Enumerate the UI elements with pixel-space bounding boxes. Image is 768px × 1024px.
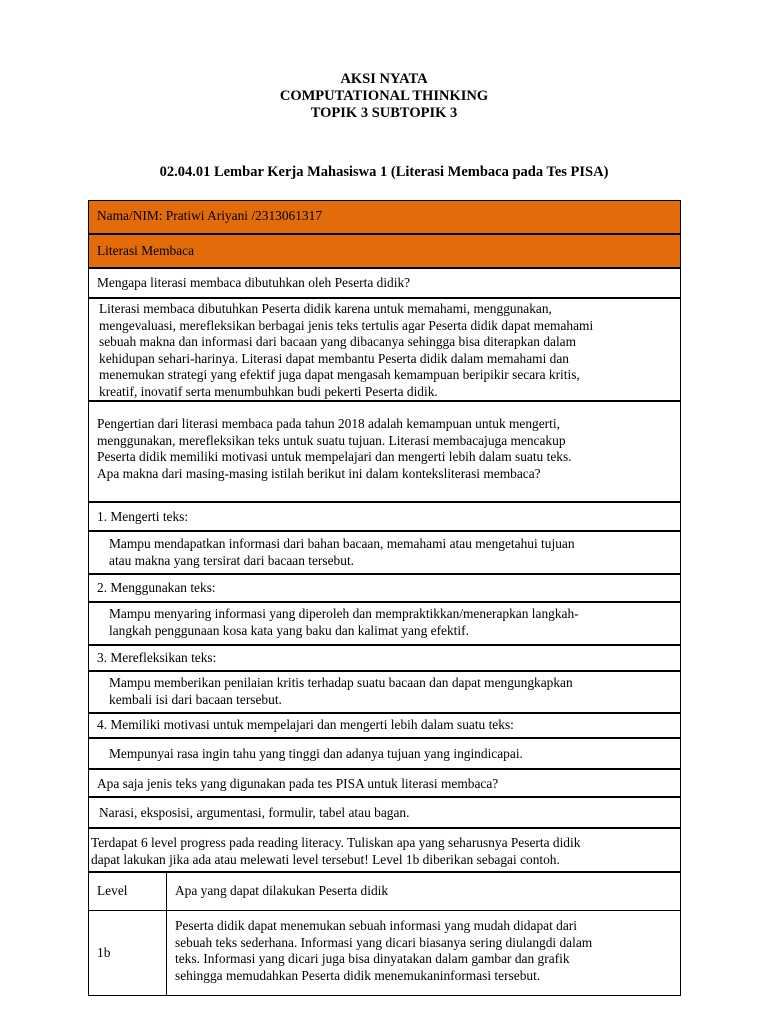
term-1-label: 1. Mengerti teks: — [97, 509, 189, 524]
term-3-answer — [109, 675, 674, 708]
question-2-row — [88, 769, 681, 797]
header-line-2: COMPUTATIONAL THINKING — [279, 88, 489, 104]
term-4-answer: Mempunyai rasa ingin tahu yang tinggi dan adanya tujuan yang ingindicapai. — [109, 746, 523, 761]
definition-line: Apa makna dari masing-masing istilah berikut ini dalam konteksliterasi membaca? — [97, 465, 541, 481]
section-title-text: Literasi Membaca — [97, 243, 195, 258]
term-1-label-row — [88, 502, 681, 531]
level-table — [88, 872, 681, 996]
definition-text — [97, 416, 674, 482]
question-1-text: Mengapa literasi membaca dibutuhkan oleh Peserta didik? — [97, 275, 411, 290]
term-3-answer-line: Mampu memberikan penilaian kritis terhadap suatu bacaan dan dapat mengungkapkan — [109, 675, 573, 690]
answer-1-line: Literasi membaca dibutuhkan Peserta didik karena untuk memahami, menggunakan, — [99, 301, 552, 316]
term-3-label-row — [88, 645, 681, 671]
term-2-answer-line: Mampu menyaring informasi yang diperoleh dan mempraktikkan/menerapkan langkah- — [109, 606, 579, 621]
level-description-line: Peserta didik dapat menemukan sebuah informasi yang mudah didapat dari — [175, 918, 577, 933]
document-header — [0, 71, 768, 122]
term-2-answer — [109, 606, 674, 639]
answer-1-line: sebuah makna dan informasi dari bacaan yang dibacanya sehingga bisa diterapkan dalam — [99, 334, 577, 349]
term-2-answer-row — [88, 602, 681, 645]
level-intro-line: Terdapat 6 level progress pada reading literacy. Tuliskan apa yang seharusnya Peserta didik — [91, 835, 581, 850]
answer-2-text: Narasi, eksposisi, argumentasi, formulir, tabel atau bagan. — [99, 805, 410, 820]
answer-1-line: kehidupan sehari-harinya. Literasi dapat membantu Peserta didik dalam memahami dan — [99, 350, 569, 366]
question-1-row — [88, 268, 681, 298]
term-3-answer-row — [88, 671, 681, 713]
term-3-label: 3. Merefleksikan teks: — [97, 650, 217, 665]
term-1-answer-row — [88, 531, 681, 574]
name-text: Nama/NIM: Pratiwi Ariyani /2313061317 — [97, 208, 323, 223]
level-intro-text — [91, 835, 674, 868]
term-2-answer-line: langkah penggunaan kosa kata yang baku dan kalimat yang efektif. — [109, 622, 469, 638]
level-intro-line: dapat lakukan jika ada atau melewati level tersebut! Level 1b diberikan sebagai contoh. — [91, 851, 560, 867]
level-column-header: Level — [97, 883, 128, 898]
level-cell: 1b — [97, 945, 111, 960]
term-2-label: 2. Menggunakan teks: — [97, 580, 216, 595]
answer-1-line: mengevaluasi, merefleksikan berbagai jenis teks tertulis agar Peserta didik dapat memahami — [99, 317, 594, 333]
level-description-line: sebuah teks sederhana. Informasi yang dicari biasanya sering diulangdi dalam — [175, 934, 593, 950]
level-description-line: teks. Informasi yang dicari juga bisa dinyatakan dalam gambar dan grafik — [175, 951, 570, 966]
term-2-label-row — [88, 574, 681, 602]
name-row — [88, 200, 681, 234]
term-3-answer-line: kembali isi dari bacaan tersebut. — [109, 691, 282, 707]
term-4-answer-row — [88, 738, 681, 769]
level-intro-row — [88, 828, 681, 872]
definition-line: menggunakan, merefleksikan teks untuk suatu tujuan. Literasi membacajuga mencakup — [97, 432, 566, 448]
term-1-answer — [109, 536, 674, 569]
level-description-line: sehingga memudahkan Peserta didik menemukaninformasi tersebut. — [175, 967, 541, 983]
answer-2-row — [88, 797, 681, 828]
worksheet-title: 02.04.01 Lembar Kerja Mahasiswa 1 (Literasi Membaca pada Tes PISA) — [159, 164, 609, 180]
answer-1-row — [88, 298, 681, 401]
term-1-answer-line: atau makna yang tersirat dari bacaan tersebut. — [109, 552, 355, 568]
description-column-header: Apa yang dapat dilakukan Peserta didik — [175, 883, 389, 898]
question-2-text: Apa saja jenis teks yang digunakan pada tes PISA untuk literasi membaca? — [97, 776, 499, 791]
header-line-1: AKSI NYATA — [340, 71, 428, 87]
answer-1-line: kreatif, inovatif serta menumbuhkan budi pekerti Peserta didik. — [99, 383, 438, 399]
term-4-label-row — [88, 713, 681, 738]
definition-line: Pengertian dari literasi membaca pada tahun 2018 adalah kemampuan untuk mengerti, — [97, 416, 560, 431]
term-4-label: 4. Memiliki motivasi untuk mempelajari dan mengerti lebih dalam suatu teks: — [97, 717, 514, 732]
definition-row — [88, 401, 681, 502]
term-1-answer-line: Mampu mendapatkan informasi dari bahan bacaan, memahami atau mengetahui tujuan — [109, 536, 575, 551]
header-line-3: TOPIK 3 SUBTOPIK 3 — [310, 105, 458, 121]
level-description-cell — [175, 918, 674, 984]
definition-line: Peserta didik memiliki motivasi untuk mempelajari dan mengerti lebih dalam suatu teks. — [97, 449, 572, 464]
answer-1-text — [99, 301, 674, 400]
section-title-row — [88, 234, 681, 268]
answer-1-line: menemukan strategi yang efektif juga dapat mengasah kemampuan beripikir secara kritis, — [99, 367, 580, 382]
